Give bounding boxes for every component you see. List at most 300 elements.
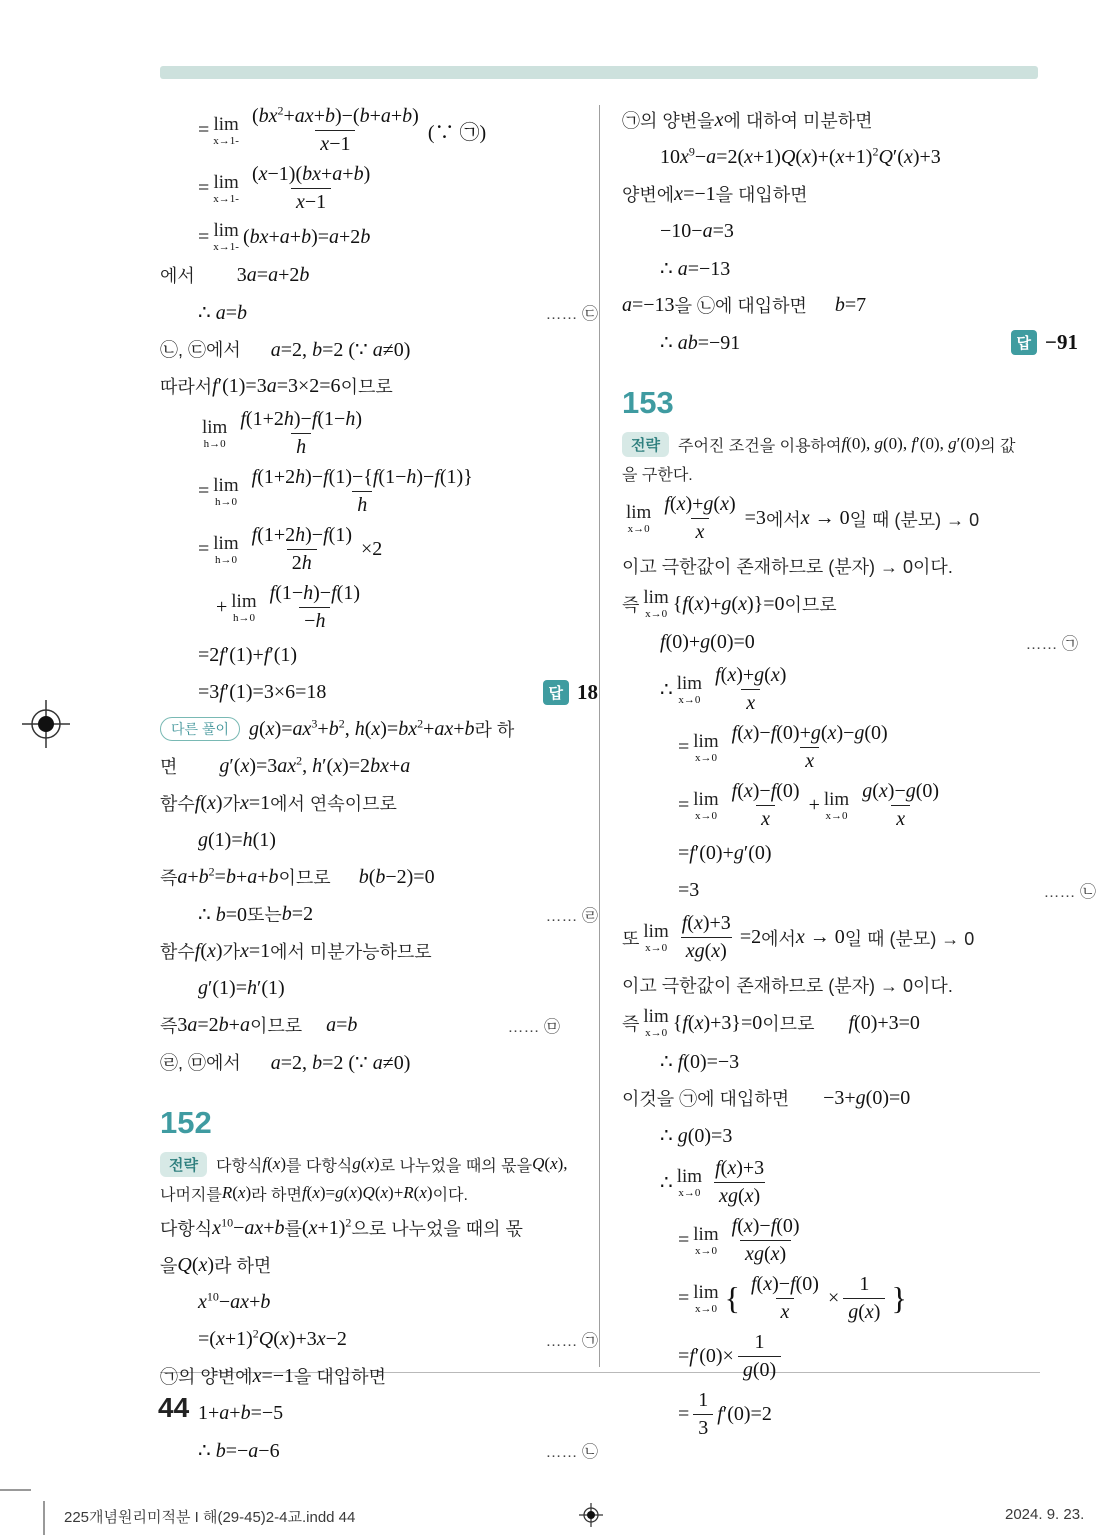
text-run: 의 값	[980, 437, 1016, 455]
math-run: (∵ ㉠)	[427, 122, 487, 144]
text-run: 을 ㉡에 대입하면	[674, 296, 807, 316]
text-run: 양변에	[622, 185, 675, 205]
text-run: 즉	[622, 1014, 640, 1034]
fraction-denominator	[287, 549, 317, 575]
limit-operator	[693, 790, 718, 822]
text-run: 라 하면	[214, 1256, 272, 1276]
math-run: x	[695, 521, 705, 543]
text-run: 일 때 (분모) → 0	[849, 509, 980, 530]
math-run: xg(x)	[745, 1243, 787, 1265]
math-run: =f′(0)+g′(0)	[678, 841, 772, 864]
solution-line	[622, 1331, 1098, 1382]
text-run: 이므로	[340, 377, 393, 397]
math-run: ∴	[660, 1172, 673, 1194]
lim-word: lim	[213, 532, 239, 554]
print-file-label: 225개념원리미적분 I 해(29-45)2-4교.indd 44	[64, 1509, 356, 1526]
math-run: =	[678, 736, 690, 758]
math-run: ∴ ab=−91	[660, 331, 741, 354]
fraction-numerator	[710, 1157, 769, 1182]
math-run: g(0)	[742, 1359, 777, 1381]
math-run: {f(x)+3}=0	[672, 1011, 763, 1034]
solution-block	[622, 493, 1096, 1440]
math-run: }	[891, 1280, 907, 1316]
lim-word: lim	[823, 788, 850, 810]
limit-operator	[643, 1007, 668, 1039]
math-run: Q(x),	[532, 1154, 568, 1173]
text-run: 라 하면	[251, 1186, 302, 1204]
fraction	[235, 408, 367, 459]
lim-subscript: x→0	[645, 608, 668, 620]
text-run: 을 대입하면	[294, 1367, 386, 1387]
solution-line	[622, 1215, 1098, 1266]
lim-subscript: x→0	[694, 1302, 717, 1315]
math-run: =2f′(1)+f′(1)	[198, 643, 298, 666]
math-run: b=2	[281, 902, 314, 925]
solution-line	[160, 1398, 600, 1428]
solution-line	[160, 862, 562, 892]
math-run: f(x)=g(x)Q(x)+R(x)	[301, 1183, 433, 1202]
solution-line	[622, 327, 1080, 357]
math-run: =3f′(1)=3×6=18	[198, 680, 327, 703]
math-run: {f(x)+g(x)}=0	[672, 592, 785, 615]
fraction-denominator	[891, 805, 910, 831]
solution-line	[622, 838, 1098, 868]
solution-line	[160, 582, 618, 633]
fraction-numerator	[693, 1389, 713, 1414]
limit-operator	[677, 1167, 702, 1199]
strategy-badge: 전략	[160, 1152, 207, 1177]
solution-line	[160, 936, 562, 966]
solution-line	[160, 1324, 600, 1354]
fraction-numerator	[235, 408, 367, 433]
solution-line	[622, 1120, 1080, 1150]
math-run: x=−1	[674, 182, 716, 205]
fraction-numerator	[727, 1215, 805, 1240]
text-run: 을 대입하면	[715, 185, 808, 205]
fraction	[710, 664, 791, 715]
lim-word: lim	[213, 220, 239, 241]
alt-solution-badge: 다른 풀이	[160, 717, 240, 741]
solution-line	[160, 1010, 562, 1040]
fraction-denominator	[741, 689, 760, 715]
limit-operator	[213, 476, 238, 508]
text-run: 나머지를	[160, 1186, 222, 1204]
math-run: 1+a+b=−5	[198, 1401, 284, 1424]
lim-subscript: x→1-	[213, 241, 239, 253]
text-run: 다항식	[215, 1157, 263, 1175]
text-run: 에서	[761, 928, 796, 949]
math-run: (x−1)(bx+a+b)	[251, 163, 371, 185]
math-run: 2h	[291, 552, 312, 574]
math-run: =	[198, 480, 210, 502]
math-run: $=(x+1)^2Q(x)+3x-2$	[198, 1325, 347, 1350]
lim-word: lim	[643, 1006, 669, 1027]
lim-word: lim	[626, 501, 652, 523]
math-run: ∴ a=−13	[660, 257, 731, 280]
fraction	[746, 1273, 824, 1324]
math-run: −h	[304, 610, 326, 632]
solution-line	[622, 216, 1080, 246]
limit-operator	[213, 173, 239, 205]
math-run: x=−1	[252, 1364, 295, 1387]
solution-line	[160, 973, 600, 1003]
fraction	[659, 493, 740, 544]
math-run: x	[761, 808, 771, 830]
text-run: 이것을 ㉠에 대입하면	[622, 1089, 790, 1109]
solution-line	[160, 714, 562, 744]
lim-word: lim	[202, 416, 228, 438]
answer-value: −91	[1045, 329, 1078, 354]
fraction-denominator	[291, 188, 331, 214]
print-date-label: 2024. 9. 23.	[1005, 1506, 1085, 1523]
problem-number-152: 152	[160, 1105, 212, 1140]
math-run: f(x)−f(0)	[731, 1215, 800, 1237]
limit-operator	[693, 1225, 718, 1257]
math-run: =f′(0)×	[678, 1345, 734, 1367]
math-run: (bx+a+b)=a+2b	[242, 225, 371, 248]
fraction-denominator	[299, 607, 330, 633]
solution-line	[160, 163, 600, 214]
fraction-numerator	[727, 780, 805, 805]
lim-subscript: x→1-	[213, 134, 239, 147]
solution-line	[160, 751, 562, 781]
solution-line	[622, 493, 1042, 544]
math-run: f(x)	[194, 791, 223, 814]
header-rule	[160, 66, 1038, 79]
fraction-numerator	[247, 105, 424, 130]
limit-operator	[643, 922, 668, 954]
solution-block	[160, 103, 598, 707]
fraction-denominator	[738, 1356, 781, 1382]
math-run: =	[198, 225, 210, 248]
math-run: f(x)+3	[681, 912, 731, 934]
text-run: 다항식	[160, 1219, 213, 1239]
fraction-denominator	[800, 747, 819, 773]
math-run: $x^{10}-ax+b$	[198, 1288, 271, 1313]
math-run: $g(x)=ax^3+b^2$, $h(x)=bx^2+ax+b$	[249, 715, 475, 740]
math-run: ∴ b=0	[198, 903, 248, 926]
fraction	[727, 780, 805, 831]
solution-line	[160, 408, 600, 459]
solution-line	[622, 780, 1098, 831]
solution-line	[160, 524, 600, 575]
solution-line	[160, 1213, 562, 1243]
fraction-denominator	[740, 1240, 791, 1266]
crop-mark-horizontal	[0, 1489, 31, 1491]
math-run: f(0), g(0), f′(0), g′(0)	[841, 434, 981, 453]
math-run: a=2, b=2 (∵ a≠0)	[270, 338, 411, 361]
math-run: f(x)−f(0)+g(x)−g(0)	[731, 722, 888, 744]
fraction-numerator	[727, 722, 893, 747]
text-run: 에서 연속이므로	[270, 794, 397, 814]
fraction-numerator	[247, 163, 375, 188]
text-run: 가	[222, 942, 240, 962]
math-run: Q(x)	[177, 1253, 215, 1276]
fraction-denominator	[714, 1182, 765, 1208]
solution-line	[160, 297, 600, 327]
math-run: =	[198, 538, 210, 560]
math-run: f(1−h)−f(1)	[269, 582, 360, 604]
limit-operator	[213, 221, 239, 253]
text-run: 주어진 조건을 이용하여	[677, 437, 842, 455]
lim-subscript: h→0	[203, 437, 226, 450]
reference-tag: …… ㉡	[1043, 883, 1096, 901]
math-run: =	[678, 794, 690, 816]
fraction	[677, 912, 736, 963]
fraction-numerator	[710, 664, 791, 689]
math-run: b(b−2)=0	[358, 865, 435, 888]
lim-word: lim	[676, 1165, 703, 1187]
math-run: g(x)−g(0)	[862, 780, 940, 802]
math-run: 3	[698, 1417, 709, 1439]
math-run: +	[808, 794, 820, 816]
text-run: 이므로	[762, 1014, 815, 1034]
fraction	[247, 466, 478, 517]
math-run: h	[296, 436, 307, 458]
math-run: xg(x)	[719, 1185, 761, 1207]
left-column	[160, 98, 598, 1472]
solution-line	[622, 1046, 1080, 1076]
math-run: f(x)+g(x)	[664, 493, 736, 515]
lim-word: lim	[693, 1223, 719, 1245]
math-run: 1	[698, 1389, 709, 1411]
solution-line	[622, 1007, 1042, 1039]
lim-subscript: x→0	[627, 522, 650, 535]
fraction-numerator	[265, 582, 365, 607]
math-run: x	[780, 1301, 790, 1323]
registration-mark-icon	[20, 698, 72, 750]
solution-line	[622, 664, 1080, 715]
solution-line	[160, 640, 600, 670]
lim-subscript: x→0	[678, 693, 701, 706]
text-run: 를	[284, 1219, 302, 1239]
text-run: 이다.	[432, 1186, 468, 1204]
answer-badge: 답	[1011, 330, 1038, 355]
math-run: f(1+2h)−f(1)	[251, 524, 352, 546]
math-run: $(bx^2+ax+b)-(b+a+b)$	[251, 103, 419, 127]
lim-subscript: h→0	[214, 553, 237, 566]
math-run: {	[724, 1280, 740, 1316]
reference-tag: …… ㉠	[545, 1332, 598, 1350]
math-run: =	[198, 119, 210, 141]
reference-tag: …… ㉠	[1025, 635, 1078, 653]
math-run: 1	[754, 1331, 765, 1353]
fraction-numerator	[749, 1331, 769, 1356]
solution-block	[622, 105, 1078, 357]
lim-subscript: x→0	[678, 1186, 701, 1199]
solution-line	[622, 179, 1042, 209]
registration-mark-icon	[578, 1502, 604, 1528]
text-run: 에서	[765, 509, 801, 530]
solution-line	[622, 627, 1080, 657]
text-run: 따라서	[160, 377, 213, 397]
math-run: x	[714, 108, 724, 131]
fraction-numerator	[247, 524, 357, 549]
fraction	[727, 722, 893, 773]
math-run: −3+g(0)=0	[823, 1086, 911, 1109]
text-run: 즉	[622, 595, 640, 615]
lim-subscript: x→0	[694, 1244, 717, 1257]
fraction-numerator	[659, 493, 740, 518]
solution-line	[622, 460, 1042, 486]
text-run: 을	[160, 1256, 178, 1276]
lim-subscript: x→0	[694, 751, 717, 764]
solution-line	[160, 1047, 562, 1077]
text-run: 또는	[247, 905, 282, 925]
limit-operator	[213, 534, 238, 566]
math-run: =3	[744, 507, 766, 529]
fraction-denominator	[756, 805, 775, 831]
math-run: $10x^9-a=2(x+1)Q(x)+(x+1)^2Q'(x)+3$	[660, 143, 941, 168]
solution-line	[622, 105, 1042, 135]
text-run: 이고 극한값이 존재하므로 (분자) → 0이다.	[622, 976, 953, 996]
solution-line	[622, 875, 1098, 905]
math-run: f′(1)=3a=3×2=6	[212, 374, 341, 397]
math-run: ×2	[360, 538, 383, 560]
math-run: x → 0	[800, 507, 850, 529]
solution-line	[160, 788, 562, 818]
limit-operator	[693, 732, 718, 764]
text-run: ㉣, ㉤에서	[160, 1053, 241, 1073]
solution-line	[622, 588, 1042, 620]
math-run: x=1	[239, 791, 271, 814]
fraction	[857, 780, 944, 831]
text-run: 을 구한다.	[622, 466, 693, 484]
math-run: f(1+2h)−f(1−h)	[240, 408, 362, 430]
solution-line	[622, 1389, 1098, 1440]
problem-number-153: 153	[622, 385, 674, 420]
reference-tag: …… ㉡	[545, 1443, 598, 1461]
solution-line	[622, 290, 1042, 320]
math-run: a=2, b=2 (∵ a≠0)	[270, 1051, 411, 1074]
text-run: 에서	[160, 266, 195, 286]
fraction-numerator	[857, 780, 944, 805]
reference-tag: …… ㉣	[545, 907, 598, 925]
lim-word: lim	[213, 474, 239, 496]
column-divider	[599, 105, 600, 1367]
fraction-denominator	[776, 1298, 795, 1324]
math-run: f(0)+g(0)=0	[660, 630, 755, 653]
crop-mark-vertical	[43, 1501, 45, 1535]
strategy-block	[622, 431, 1042, 486]
text-run: 로 나누었을 때의 몫을	[379, 1157, 533, 1175]
fraction-numerator	[746, 1273, 824, 1298]
lim-word: lim	[643, 920, 669, 942]
math-run: f(1+2h)−f(1)−{f(1−h)−f(1)}	[251, 466, 473, 488]
strategy-block	[160, 1151, 568, 1206]
fraction	[247, 163, 375, 214]
page-number: 44	[158, 1392, 190, 1423]
limit-operator	[213, 115, 239, 147]
math-run: f(x)+g(x)	[715, 664, 787, 686]
math-run: $a+b^2=b+a+b$	[177, 863, 279, 888]
math-run: x	[746, 692, 756, 714]
math-run: +	[216, 596, 228, 618]
text-run: 라 하	[474, 720, 515, 740]
text-run: 에서 미분가능하므로	[270, 942, 432, 962]
text-run: 이고 극한값이 존재하므로 (분자) → 0이다.	[622, 557, 953, 577]
math-run: =	[198, 177, 210, 199]
solution-line	[622, 722, 1098, 773]
math-run: f(x)	[262, 1154, 286, 1173]
limit-operator	[693, 1283, 718, 1315]
solution-line	[622, 970, 1042, 1000]
lim-word: lim	[643, 587, 669, 608]
math-run: =2	[739, 926, 762, 948]
math-run: h	[357, 494, 368, 516]
fraction	[247, 524, 357, 575]
fraction-denominator	[315, 130, 355, 156]
math-run: 3a=2b+a	[177, 1013, 250, 1036]
math-run: a=b	[326, 1013, 358, 1036]
lim-subscript: x→0	[825, 809, 848, 822]
math-run: −10−a=3	[660, 219, 734, 242]
solution-line	[622, 1273, 1098, 1324]
solution-line	[160, 1361, 562, 1391]
lim-subscript: x→0	[694, 809, 717, 822]
math-run: ∴ f(0)=−3	[660, 1050, 740, 1073]
text-run: 으로 나누었을 때의 몫	[351, 1219, 523, 1239]
fraction-numerator	[854, 1273, 874, 1298]
text-run: 또	[622, 928, 640, 949]
answer-badge: 답	[543, 680, 570, 705]
math-run: $x^{10}-ax+b$	[212, 1214, 285, 1239]
strategy-badge: 전략	[622, 432, 669, 457]
solution-line	[622, 912, 1042, 963]
math-run: ∴ a=b	[198, 301, 248, 324]
math-run: b=7	[834, 293, 867, 316]
math-run: 1	[859, 1273, 870, 1295]
fraction-denominator	[691, 518, 710, 544]
fraction	[710, 1157, 769, 1208]
math-run: xg(x)	[685, 940, 727, 962]
math-run: x−1	[296, 191, 327, 213]
lim-word: lim	[213, 113, 239, 135]
solution-line	[160, 1250, 562, 1280]
right-column	[622, 98, 1096, 1447]
lim-subscript: x→0	[645, 1027, 668, 1039]
fraction-denominator	[693, 1414, 713, 1440]
math-run: =	[678, 1229, 690, 1251]
solution-line	[622, 1083, 1042, 1113]
math-run: R(x)	[221, 1183, 252, 1202]
lim-subscript: x→0	[645, 941, 668, 954]
lim-subscript: x→1-	[213, 192, 239, 205]
math-run: f(x)−f(0)	[731, 780, 800, 802]
math-run: ∴ b=−a−6	[198, 1439, 280, 1462]
limit-operator	[677, 674, 702, 706]
math-run: x=1	[239, 939, 271, 962]
fraction-denominator	[681, 937, 732, 963]
solution-block	[160, 714, 598, 1077]
text-run: 함수	[160, 794, 195, 814]
text-run: 이므로	[278, 868, 331, 888]
math-run: f(x)+3	[715, 1157, 765, 1179]
math-run: f′(0)=2	[717, 1403, 772, 1425]
fraction-numerator	[677, 912, 736, 937]
solution-line	[160, 1180, 562, 1206]
math-run: $(x+1)^2$	[301, 1214, 352, 1239]
text-run: 즉	[160, 1016, 178, 1036]
reference-tag: …… ㉢	[545, 305, 598, 323]
solution-line	[160, 677, 600, 707]
solution-line	[622, 1157, 1080, 1208]
solution-line	[160, 371, 562, 401]
limit-operator	[824, 790, 849, 822]
math-run: x	[896, 808, 906, 830]
fraction	[843, 1273, 885, 1324]
solution-line	[160, 899, 600, 929]
